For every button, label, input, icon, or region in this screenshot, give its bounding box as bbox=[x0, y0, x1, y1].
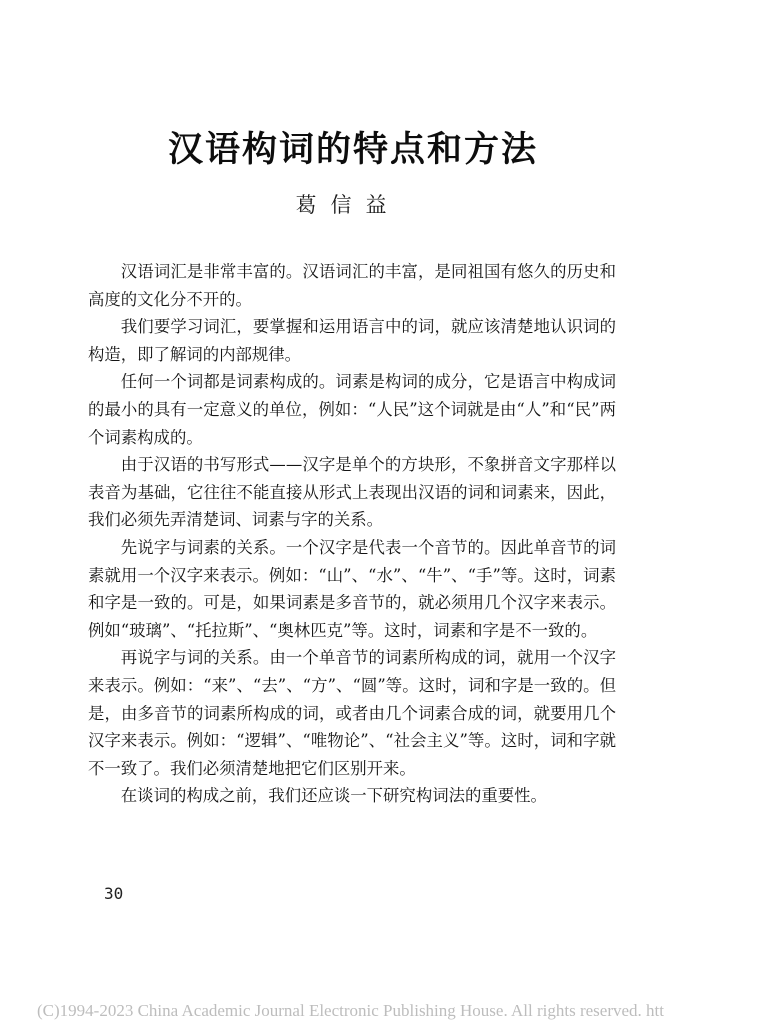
paragraph: 先说字与词素的关系。一个汉字是代表一个音节的。因此单音节的词素就用一个汉字来表示。例如：“山”、“水”、“牛”、“手”等。这时，词素和字是一致的。可是，如果词素是多音节的，就必须用几个汉字来表示。例如“玻璃”、“托拉斯”、“奥林匹克”等。这时，词素和字是不一致的。 bbox=[88, 537, 616, 640]
paragraph: 由于汉语的书写形式——汉字是单个的方块形，不象拼音文字那样以表音为基础，它往往不能直接从形式上表现出汉语的词和词素来，因此，我们必须先弄清楚词、词素与字的关系。 bbox=[88, 455, 616, 530]
paragraph: 再说字与词的关系。由一个单音节的词素所构成的词，就用一个汉字来表示。例如：“来”、“去”、“方”、“圆”等。这时，词和字是一致的。但是，由多音节的词素所构成的词，或者由几个词素合成的词，就要用几个汉字来表示。例如：“逻辑”、“唯物论”、“社会主义”等。这时，词和字就不一致了。我们必须清楚地把它们区别开来。 bbox=[88, 648, 616, 778]
paragraph: 在谈词的构成之前，我们还应谈一下研究构词法的重要性。 bbox=[120, 786, 547, 806]
paragraph: 我们要学习词汇，要掌握和运用语言中的词，就应该清楚地认识词的构造，即了解词的内部规律。 bbox=[88, 317, 616, 364]
paragraph: 汉语词汇是非常丰富的。汉语词汇的丰富，是同祖国有悠久的历史和高度的文化分不开的。 bbox=[88, 262, 616, 309]
article-author: 葛信益 bbox=[295, 193, 401, 217]
copyright-watermark: (C)1994-2023 China Academic Journal Electronic Publishing House. All rights reserved. htt bbox=[37, 1001, 664, 1020]
article-title: 汉语构词的特点和方法 bbox=[167, 130, 538, 170]
article-body bbox=[88, 258, 616, 810]
paragraph: 任何一个词都是词素构成的。词素是构词的成分，它是语言中构成词的最小的具有一定意义的单位，例如：“人民”这个词就是由“人”和“民”两个词素构成的。 bbox=[88, 372, 616, 447]
page-number: 30 bbox=[104, 884, 124, 903]
